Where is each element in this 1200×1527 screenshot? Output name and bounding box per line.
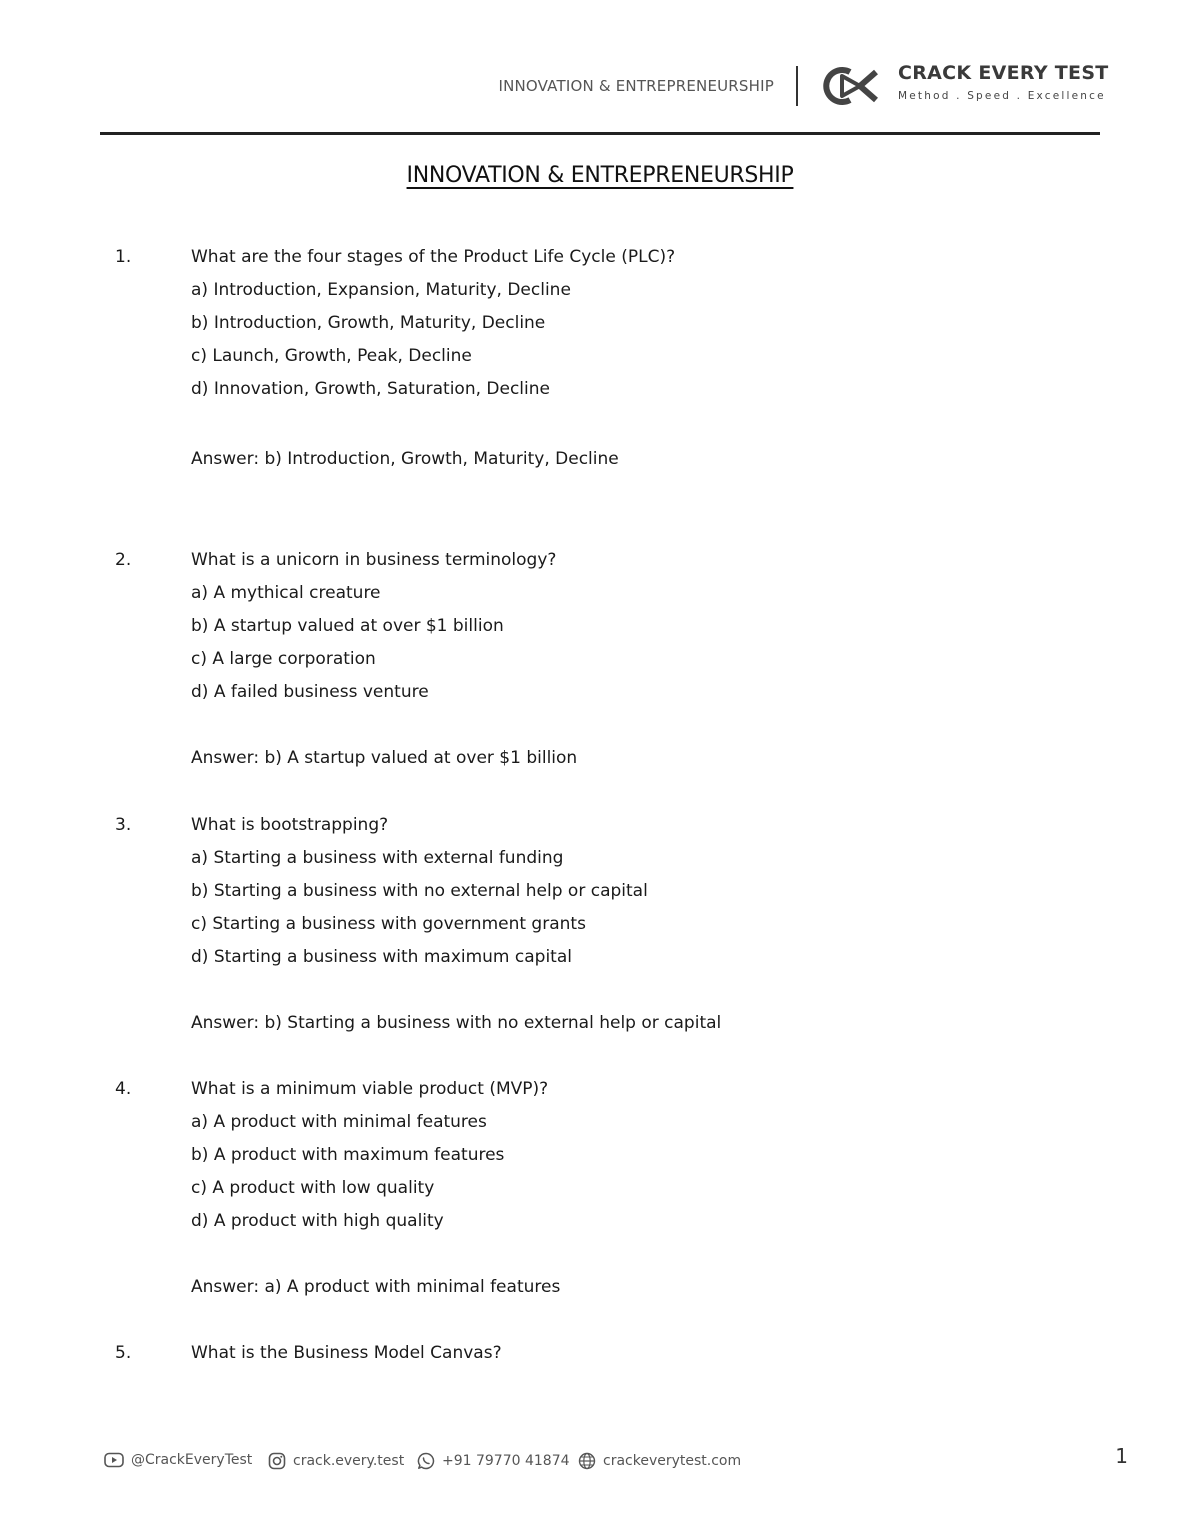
brand-tagline: Method . Speed . Excellence xyxy=(898,90,1106,102)
question-text: What is a minimum viable product (MVP)? xyxy=(191,1079,549,1099)
option-a: a) Introduction, Expansion, Maturity, Decline xyxy=(191,280,571,300)
option-d: d) A failed business venture xyxy=(191,682,429,702)
option-d: d) Innovation, Growth, Saturation, Decline xyxy=(191,379,550,399)
footer-website[interactable] xyxy=(578,1452,741,1470)
option-c: c) A product with low quality xyxy=(191,1178,435,1198)
footer-whatsapp[interactable] xyxy=(417,1452,570,1470)
option-c: c) Launch, Growth, Peak, Decline xyxy=(191,346,472,366)
option-b: b) Introduction, Growth, Maturity, Decline xyxy=(191,313,546,333)
instagram-handle: crack.every.test xyxy=(293,1453,405,1469)
question-number: 1. xyxy=(115,247,132,267)
cet-logo-icon xyxy=(820,64,880,108)
option-b: b) Starting a business with no external help or capital xyxy=(191,881,648,901)
globe-icon xyxy=(578,1452,596,1470)
header-divider xyxy=(796,66,798,106)
whatsapp-number: +91 79770 41874 xyxy=(442,1453,570,1469)
whatsapp-icon xyxy=(417,1452,435,1470)
footer-youtube[interactable] xyxy=(104,1452,252,1468)
option-d: d) Starting a business with maximum capital xyxy=(191,947,572,967)
option-a: a) A product with minimal features xyxy=(191,1112,487,1132)
question-number: 3. xyxy=(115,815,132,835)
answer-text: Answer: b) A startup valued at over $1 billion xyxy=(191,748,578,768)
option-c: c) A large corporation xyxy=(191,649,376,669)
answer-text: Answer: b) Introduction, Growth, Maturity, Decline xyxy=(191,449,619,469)
footer-instagram[interactable] xyxy=(268,1452,404,1470)
youtube-icon xyxy=(104,1452,124,1468)
instagram-icon xyxy=(268,1452,286,1470)
question-text: What is the Business Model Canvas? xyxy=(191,1343,502,1363)
question-text: What is bootstrapping? xyxy=(191,815,389,835)
option-d: d) A product with high quality xyxy=(191,1211,444,1231)
page-number: 1 xyxy=(1115,1444,1128,1468)
document-title-text: INNOVATION & ENTREPRENEURSHIP xyxy=(406,163,794,188)
option-a: a) A mythical creature xyxy=(191,583,381,603)
page-header xyxy=(0,0,1200,135)
question-text: What is a unicorn in business terminology? xyxy=(191,550,557,570)
answer-text: Answer: a) A product with minimal features xyxy=(191,1277,561,1297)
header-rule xyxy=(100,132,1100,135)
website-url: crackeverytest.com xyxy=(603,1453,742,1469)
youtube-handle: @CrackEveryTest xyxy=(131,1452,253,1468)
option-b: b) A product with maximum features xyxy=(191,1145,505,1165)
page-footer xyxy=(0,1440,1200,1490)
option-c: c) Starting a business with government grants xyxy=(191,914,586,934)
question-number: 2. xyxy=(115,550,132,570)
header-subject: INNOVATION & ENTREPRENEURSHIP xyxy=(498,77,774,95)
question-number: 5. xyxy=(115,1343,132,1363)
option-a: a) Starting a business with external funding xyxy=(191,848,564,868)
question-number: 4. xyxy=(115,1079,132,1099)
brand-name: CRACK EVERY TEST xyxy=(898,62,1109,84)
document-title xyxy=(0,163,1200,188)
question-text: What are the four stages of the Product Life Cycle (PLC)? xyxy=(191,247,676,267)
option-b: b) A startup valued at over $1 billion xyxy=(191,616,504,636)
answer-text: Answer: b) Starting a business with no external help or capital xyxy=(191,1013,722,1033)
